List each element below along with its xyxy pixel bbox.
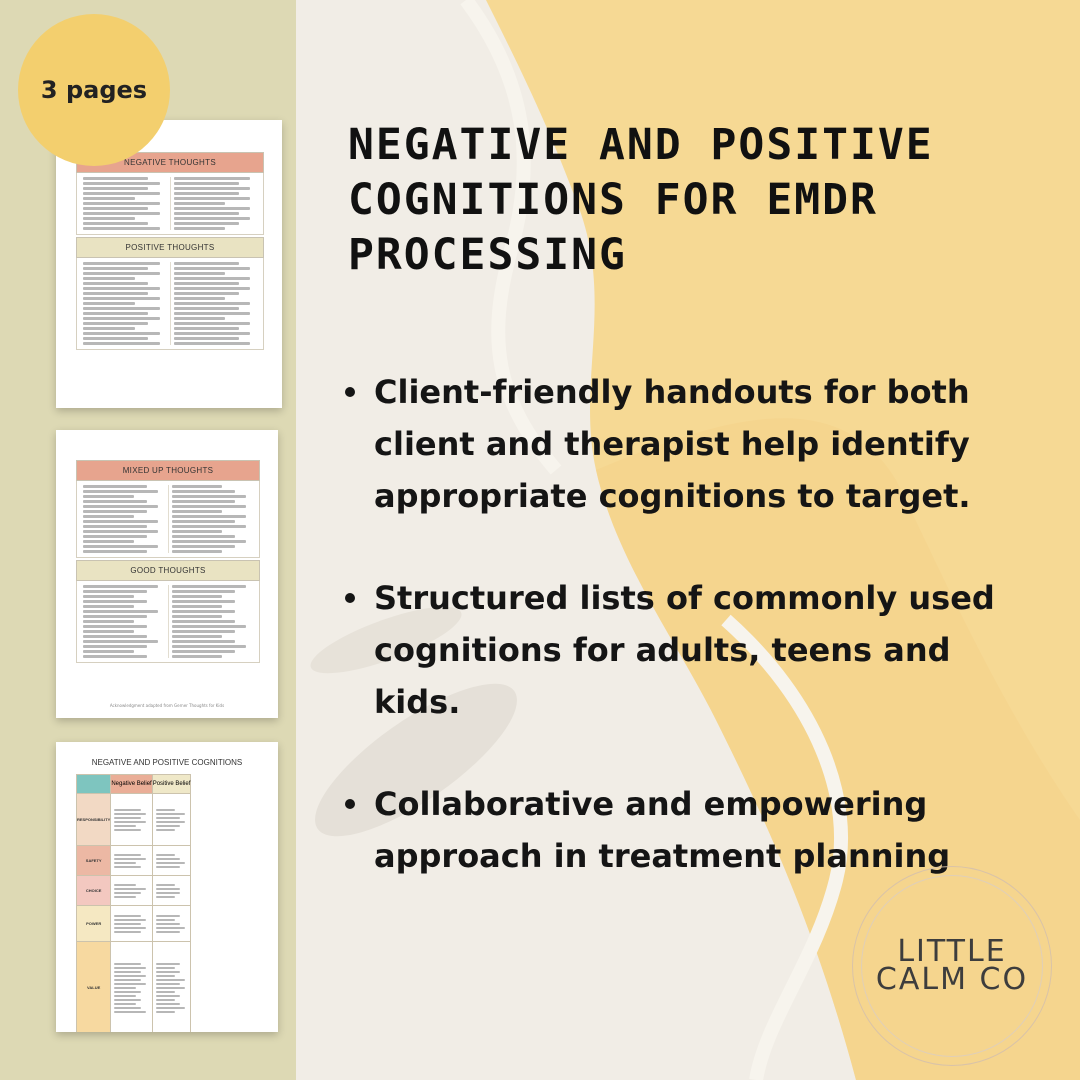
row-label: CHOICE <box>77 876 111 906</box>
section-negative-header: NEGATIVE THOUGHTS <box>76 152 264 173</box>
brand-logo <box>852 866 1052 1066</box>
row-label: VALUE <box>77 942 111 1033</box>
page-2-footer: Acknowledgment adapted from Gerner Thoughts for Kids <box>109 703 225 708</box>
page-count-badge: 3 pages <box>18 14 170 166</box>
table-corner <box>77 775 111 794</box>
feature-list <box>340 366 1030 882</box>
column-negative-belief: Negative Belief <box>111 775 152 794</box>
row-label: RESPONSIBILITY <box>77 794 111 846</box>
section-positive-header: POSITIVE THOUGHTS <box>76 237 264 258</box>
headline-line: COGNITIONS FOR EMDR <box>348 175 878 225</box>
column-positive-belief: Positive Belief <box>152 775 191 794</box>
negative-list <box>76 173 264 235</box>
feature-item: Collaborative and empowering approach in treatment planning <box>340 778 1030 882</box>
section-mixed-header: MIXED UP THOUGHTS <box>76 460 260 481</box>
section-good-header: GOOD THOUGHTS <box>76 560 260 581</box>
mixed-list <box>76 481 260 558</box>
page-3-title: NEGATIVE AND POSITIVE COGNITIONS <box>91 758 243 767</box>
feature-item: Client-friendly handouts for both client and therapist help identify appropriate cognitions to target. <box>340 366 1030 522</box>
row-label: POWER <box>77 906 111 942</box>
headline-line: NEGATIVE AND POSITIVE <box>348 120 934 170</box>
positive-list <box>76 258 264 350</box>
headline-line: PROCESSING <box>348 230 627 280</box>
brand-line-1: LITTLE <box>897 934 1007 969</box>
brand-line-2: CALM CO <box>875 962 1029 997</box>
good-list <box>76 581 260 663</box>
feature-item: Structured lists of commonly used cognitions for adults, teens and kids. <box>340 572 1030 728</box>
row-label: SAFETY <box>77 846 111 876</box>
logo-ring <box>861 875 1043 1057</box>
cognitions-table <box>76 774 191 1032</box>
preview-page-2[interactable] <box>56 430 278 718</box>
headline <box>348 118 988 283</box>
preview-page-3[interactable] <box>56 742 278 1032</box>
